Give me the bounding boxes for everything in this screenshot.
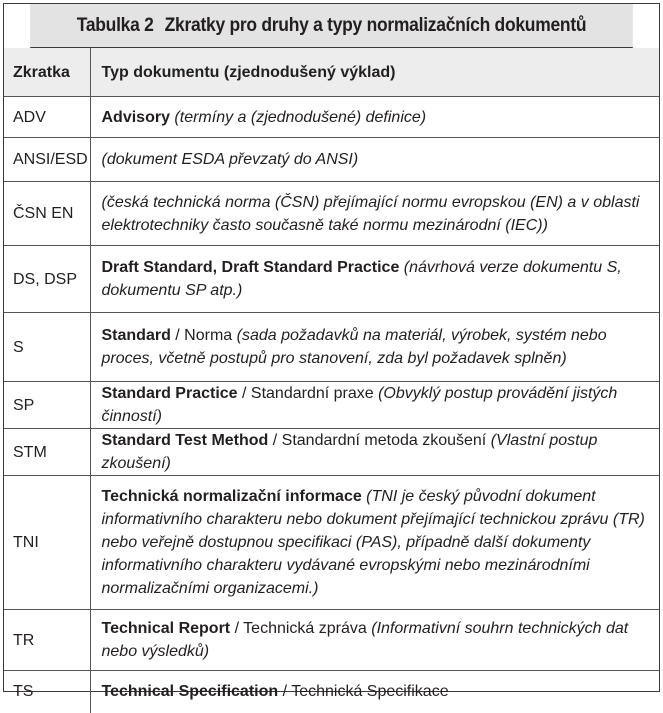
row-description bbox=[90, 246, 659, 313]
desc-normal: / Standardní praxe bbox=[237, 385, 374, 402]
row-abbreviation: TS bbox=[4, 671, 90, 713]
desc-normal: / Technická zpráva bbox=[230, 620, 367, 637]
table-row bbox=[4, 382, 659, 429]
row-abbreviation: ADV bbox=[4, 97, 90, 138]
table-number: Tabulka 2 bbox=[76, 14, 154, 36]
desc-normal: / Technická Specifikace bbox=[278, 683, 449, 701]
row-description bbox=[90, 313, 659, 382]
desc-bold: Standard bbox=[101, 327, 171, 344]
row-abbreviation: TNI bbox=[4, 476, 90, 610]
table-row bbox=[4, 610, 659, 671]
header-document-type: Typ dokumentu (zjednodušený výklad) bbox=[90, 48, 659, 97]
desc-italic: (Obvyklý postup provádění jistých činností) bbox=[101, 385, 618, 425]
row-abbreviation: ANSI/ESD bbox=[4, 138, 90, 182]
table-row bbox=[4, 429, 659, 476]
desc-bold: Technical Specification bbox=[101, 683, 279, 701]
row-description bbox=[90, 610, 659, 671]
desc-bold: Advisory bbox=[101, 108, 170, 126]
desc-italic: (TNI je český původní dokument informativního charakteru nebo dokument přejímající technickou zprávu (TR) nebo veřejně dostupnou specifikaci (PAS), případně další dokumenty informativního charakteru vydávané evropskými nebo mezinárodními normalizačními organizacemi.) bbox=[101, 488, 645, 597]
desc-italic: (termíny a (zjednodušené) definice) bbox=[169, 108, 427, 126]
row-description bbox=[90, 476, 659, 610]
desc-normal: / Norma bbox=[170, 327, 233, 344]
table-row bbox=[4, 182, 659, 246]
row-abbreviation: SP bbox=[4, 382, 90, 429]
table-row bbox=[4, 138, 659, 182]
row-description bbox=[90, 138, 659, 182]
row-description bbox=[90, 182, 659, 246]
table-row bbox=[4, 246, 659, 313]
desc-normal: / Standardní metoda zkoušení bbox=[268, 432, 487, 449]
table-row bbox=[4, 476, 659, 610]
header-abbreviation: Zkratka bbox=[4, 48, 90, 97]
table-title bbox=[30, 4, 633, 48]
table-row bbox=[4, 313, 659, 382]
row-abbreviation: S bbox=[4, 313, 90, 382]
table-frame bbox=[3, 3, 660, 701]
row-abbreviation: DS, DSP bbox=[4, 246, 90, 313]
row-description bbox=[90, 382, 659, 429]
desc-bold: Draft Standard, Draft Standard Practice bbox=[101, 259, 400, 276]
row-abbreviation: TR bbox=[4, 610, 90, 671]
desc-bold: Standard Test Method bbox=[101, 432, 269, 449]
desc-bold: Technical Report bbox=[101, 620, 231, 637]
table-row bbox=[4, 671, 659, 713]
table-title-text: Zkratky pro druhy a typy normalizačních dokumentů bbox=[164, 14, 587, 36]
row-description bbox=[90, 97, 659, 138]
row-description bbox=[90, 429, 659, 476]
row-abbreviation: STM bbox=[4, 429, 90, 476]
desc-italic: (dokument ESDA převzatý do ANSI) bbox=[101, 151, 359, 168]
table-row bbox=[4, 97, 659, 138]
desc-italic: (Informativní souhrn technických dat nebo výsledků) bbox=[101, 620, 629, 660]
row-abbreviation: ČSN EN bbox=[4, 182, 90, 246]
desc-italic: (sada požadavků na materiál, výrobek, systém nebo proces, včetně postupů pro stanovení, zda byl požadavek splněn) bbox=[101, 327, 607, 367]
desc-italic: (česká technická norma (ČSN) přejímající normu evropskou (EN) a v oblasti elektrotechniky často současně také normu mezinárodní (IEC)) bbox=[101, 193, 640, 234]
abbreviations-table bbox=[4, 48, 659, 713]
row-description bbox=[90, 671, 659, 713]
desc-italic: (Vlastní postup zkoušení) bbox=[101, 432, 598, 472]
desc-italic: (návrhová verze dokumentu S, dokumentu SP atp.) bbox=[101, 259, 622, 299]
header-row bbox=[4, 48, 659, 97]
desc-bold: Technická normalizační informace bbox=[101, 488, 362, 505]
desc-bold: Standard Practice bbox=[101, 385, 238, 402]
